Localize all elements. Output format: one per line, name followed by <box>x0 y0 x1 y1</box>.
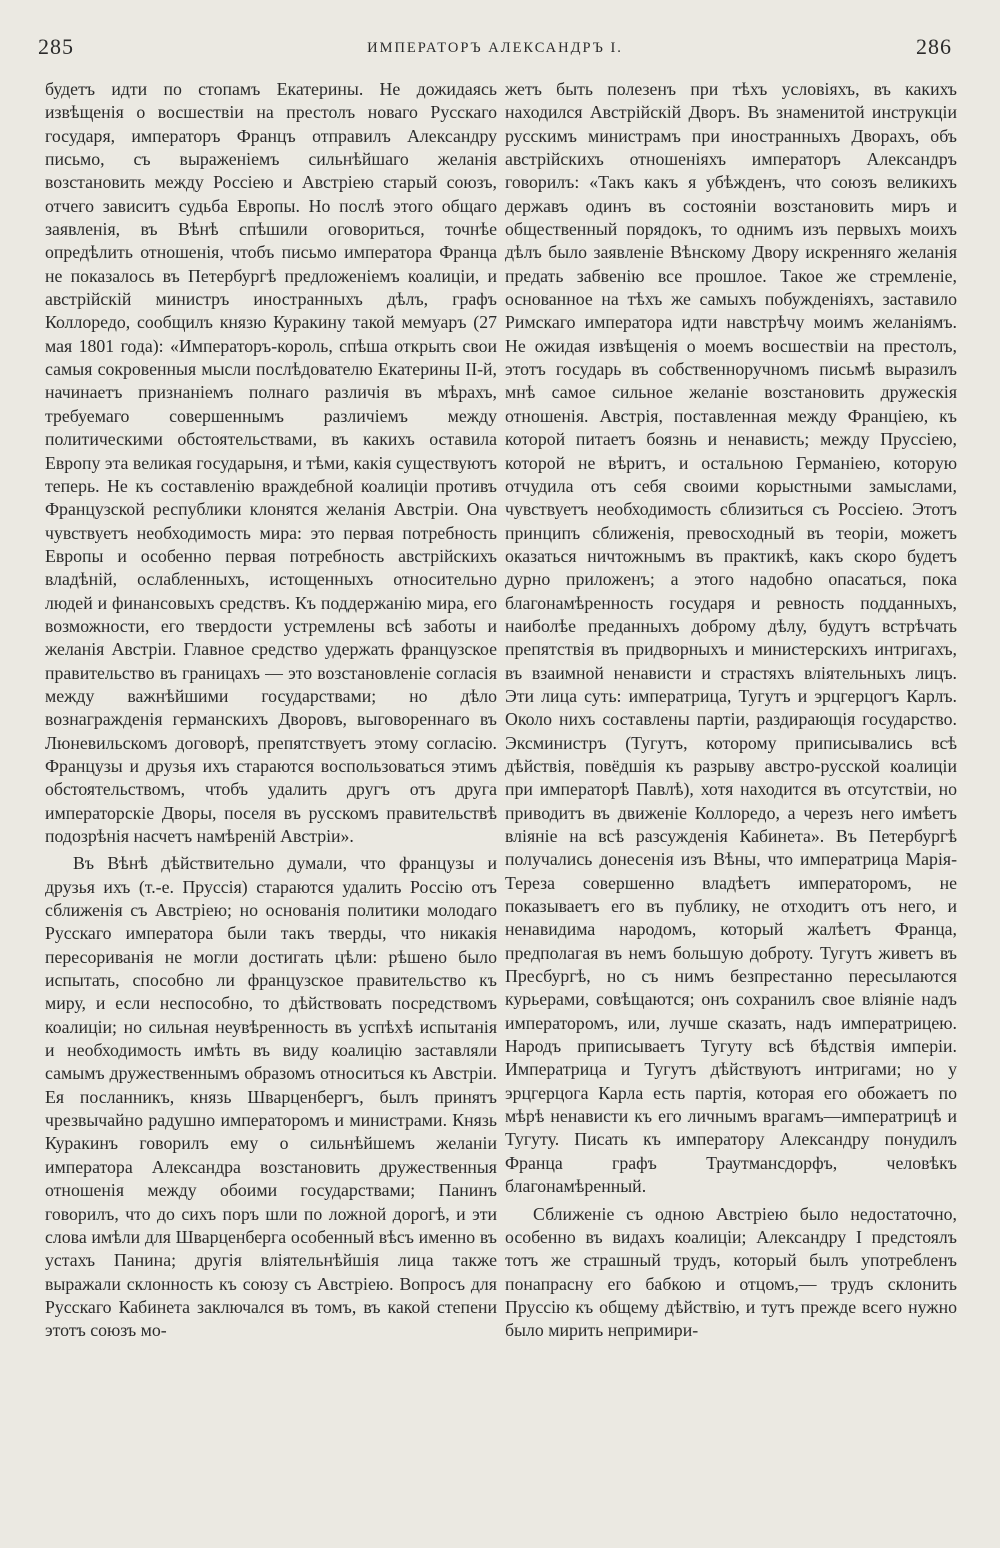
page-number-right: 286 <box>916 34 952 59</box>
running-title: ИМПЕРАТОРЪ АЛЕКСАНДРЪ I. <box>367 40 623 56</box>
paragraph: Въ Вѣнѣ дѣйствительно думали, что французы и друзья ихъ (т.-е. Пруссія) стараются удалить Россію отъ сближенія съ Австріею; но основанія политики молодаго Русскаго императора были такъ тверды, что никакія пересориванія не могли достигать цѣли: рѣшено было испытать, способно ли французское правительство къ миру, и если неспособно, то дѣйствовать посредствомъ коалиціи; но сильная неувѣренность въ успѣхѣ испытанія и необходимость имѣть въ виду коалицію заставляли самымъ дружественнымъ образомъ относиться къ Австріи. Ея посланникъ, князь Шварценбергъ, былъ принятъ чрезвычайно радушно императоромъ и министрами. Князь Куракинъ говорилъ ему о сильнѣйшемъ желаніи императора Александра возстановить дружественныя отношенія между обоими государствами; Панинъ говорилъ, что до сихъ поръ шли по ложной дорогѣ, и эти слова имѣли для Шварценберга особенный вѣсъ именно въ устахъ Панина; другія вліятельнѣйшія лица также выражали склонность къ союзу съ Австріею. Вопросъ для Русскаго Кабинета заключался въ томъ, въ какой степени этотъ союзъ мо- <box>45 853 497 1341</box>
right-column <box>505 78 957 1343</box>
paragraph: будетъ идти по стопамъ Екатерины. Не дожидаясь извѣщенія о восшествіи на престолъ новаго Русскаго государя, императоръ Францъ отправилъ Александру письмо, съ выраженіемъ сильнѣйшаго желанія возстановить между Россіею и Австріею старый союзъ, отчего зависитъ судьба Европы. Но послѣ этого общаго заявленія, въ Вѣнѣ спѣшили оговориться, точнѣе опредѣлить отношенія, чтобъ письмо императора Франца не показалось въ Петербургѣ предложеніемъ коалиціи, и австрійскій министръ иностранныхъ дѣлъ, графъ Коллоредо, сообщилъ князю Куракину такой мемуаръ (27 мая 1801 года): «Императоръ-король, спѣша открыть свои самыя сокровенныя мысли послѣдователю Екатерины II-й, начинаетъ признаніемъ полнаго различія въ мѣрахъ, требуемаго совершеннымъ различіемъ между политическими обстоятельствами, въ какихъ оставила Европу эта великая государыня, и тѣми, какія существуютъ теперь. Не къ составленію враждебной коалиціи противъ Французской республики клонятся желанія Австріи. Она чувствуетъ необходимость мира: это первая потребность Европы и особенно первая потребность австрійскихъ владѣній, ослабленныхъ, истощенныхъ относительно людей и финансовыхъ средствъ. Къ поддержанію мира, его возможности, его твердости устремлены всѣ заботы и желанія Австріи. Главное средство удержать французское правительство въ границахъ — это возстановленіе согласія между важнѣйшими государствами; но дѣло вознагражденія германскихъ Дворовъ, выговореннаго въ Люневильскомъ договорѣ, препятствуетъ этому согласію. Французы и друзья ихъ стараются воспользоваться этимъ обстоятельствомъ, чтобъ удалить другъ отъ друга императорскіе Дворы, поселя въ русскомъ правительствѣ подозрѣнія насчетъ намѣреній Австріи». <box>45 79 497 846</box>
paragraph: жетъ быть полезенъ при тѣхъ условіяхъ, въ какихъ находился Австрійскій Дворъ. Въ знаменитой инструкціи русскимъ министрамъ при иностранныхъ Дворахъ, объ австрійскихъ отношеніяхъ императоръ Александръ говорилъ: «Такъ какъ я убѣжденъ, что союзъ великихъ державъ одинъ въ состояніи возстановить миръ и общественный порядокъ, то однимъ изъ первыхъ моихъ дѣлъ было заявленіе Вѣнскому Двору искренняго желанія предать забвенію все прошлое. Такое же стремленіе, основанное на тѣхъ же самыхъ побужденіяхъ, заставило Римскаго императора идти навстрѣчу моимъ желаніямъ. Не ожидая извѣщенія о моемъ восшествіи на престолъ, этотъ государь въ собственноручномъ письмѣ выразилъ мнѣ самое сильное желаніе возстановить дружескія отношенія. Австрія, поставленная между Франціею, къ которой питаетъ боязнь и ненависть; между Пруссіею, которой не вѣритъ, и остальною Германіею, которую отчудила отъ себя своими корыстными замыслами, чувствуетъ необходимость сблизиться съ Россіею. Этотъ принципъ сближенія, превосходный въ теоріи, можетъ оказаться ничтожнымъ въ практикѣ, какъ скоро будетъ дурно приложенъ; а этого надобно опасаться, пока благонамѣренность государя и ревность подданныхъ, наиболѣе преданныхъ доброму дѣлу, будутъ встрѣчать препятствія въ придворныхъ и министерскихъ интригахъ, въ взаимной ненависти и страстяхъ вліятельныхъ лицъ. Эти лица суть: императрица, Тугутъ и эрцгерцогъ Карлъ. Около нихъ составлены партіи, раздирающія государство. Эксминистръ (Тугутъ, которому приписывались всѣ дѣйствія, повёдшія къ разрыву австро-русской коалиціи при императорѣ Павлѣ), хотя находится въ отсутствіи, но приводитъ въ движеніе Коллоредо, а черезъ него имѣетъ вліяніе на всѣ разсужденія Кабинета». Въ Петербургѣ получались донесенія изъ Вѣны, что императрица Марія-Тереза совершенно владѣетъ императоромъ, не показываетъ его въ публику, не отходитъ отъ него, и ненавидима народомъ, который жалѣетъ Франца, предполагая въ немъ большую доброту. Тугутъ живетъ въ Пресбургѣ, но съ нимъ безпрестанно пересылаются курьерами, совѣщаются; онъ сохранилъ свое вліяніе надъ императоромъ, или, лучше сказать, надъ императрицею. Народъ приписываетъ Тугуту всѣ бѣдствія имперіи. Императрица и Тугутъ дѣйствуютъ интригами; но у эрцгерцога Карла есть партія, которая его обожаетъ по мѣрѣ ненависти къ его личнымъ врагамъ—императрицѣ и Тугуту. Писать къ императору Александру понудилъ Франца графъ Траутмансдорфъ, человѣкъ благонамѣренный. <box>505 79 957 1197</box>
paragraph: Сближеніе съ одною Австріею было недостаточно, особенно въ видахъ коалиціи; Александру I предстоялъ тотъ же страшный трудъ, который былъ употребленъ понапрасну его бабкою и отцомъ,— трудъ склонить Пруссію къ общему дѣйствію, и тутъ прежде всего нужно было мирить непримири- <box>505 1203 957 1341</box>
page-header <box>38 34 952 68</box>
left-column <box>45 78 497 1343</box>
page-number-left: 285 <box>38 34 74 59</box>
